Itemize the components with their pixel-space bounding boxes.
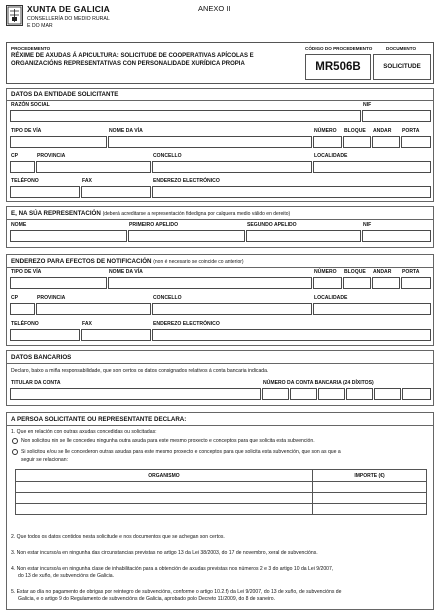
bloque-field[interactable] — [343, 136, 371, 148]
annex-label: ANEXO II — [198, 4, 231, 13]
rep-nome-label: NOME — [11, 222, 27, 228]
importe-cell[interactable] — [313, 482, 427, 493]
not-concello-label: CONCELLO — [153, 295, 182, 301]
declaration-item-4b: do 13 de xuño, de subvencións de Galicia. — [18, 573, 114, 579]
andar-label: ANDAR — [373, 128, 392, 134]
organismo-cell[interactable] — [16, 482, 313, 493]
cp-field[interactable] — [10, 161, 35, 173]
option-other-aid-text-1: Si solicitou e/ou se lle concederon outras axudas para este mesmo proxecto e conceptos para que solicita esta subvención, que son as que a — [21, 449, 341, 455]
importe-header: IMPORTE (€) — [313, 470, 427, 482]
rep-apelido2-label: SEGUNDO APELIDO — [247, 222, 297, 228]
table-row — [16, 504, 427, 515]
andar-field[interactable] — [372, 136, 400, 148]
declaration-item-2: 2. Que todos os datos contidos nesta solicitude e nos documentos que se achegan son certos. — [11, 534, 225, 540]
org-department-2: E DO MAR — [27, 23, 53, 29]
not-concello-field[interactable] — [152, 303, 312, 315]
provincia-label: PROVINCIA — [37, 153, 66, 159]
table-row — [16, 482, 427, 493]
option-no-aid-radio[interactable] — [12, 438, 18, 444]
cp-label: CP — [11, 153, 19, 159]
declarations-section — [6, 412, 434, 610]
not-localidade-label: LOCALIDADE — [314, 295, 348, 301]
document-type: SOLICITUDE — [373, 54, 431, 80]
fax-label: FAX — [82, 178, 92, 184]
declaration-item-1: 1. Que en relación con outras axudas concedidas ou solicitadas: — [11, 429, 157, 435]
not-nome-via-field[interactable] — [108, 277, 312, 289]
rep-nome-field[interactable] — [10, 230, 127, 242]
not-fax-label: FAX — [82, 321, 92, 327]
document-label: DOCUMENTO — [386, 46, 417, 51]
nif-label: NIF — [363, 102, 372, 108]
not-email-field[interactable] — [152, 329, 431, 341]
procedure-label: PROCEDEMENTO — [11, 46, 51, 51]
account-holder-field[interactable] — [10, 388, 261, 400]
not-numero-label: NÚMERO — [314, 269, 337, 275]
rep-apelido2-field[interactable] — [246, 230, 361, 242]
not-provincia-field[interactable] — [36, 303, 151, 315]
nome-via-label: NOME DA VÍA — [109, 128, 143, 134]
code-label: CÓDIGO DO PROCEDEMENTO — [305, 46, 373, 51]
not-localidade-field[interactable] — [313, 303, 431, 315]
bank-section — [6, 350, 434, 406]
not-bloque-label: BLOQUE — [344, 269, 366, 275]
localidade-label: LOCALIDADE — [314, 153, 348, 159]
numero-label: NÚMERO — [314, 128, 337, 134]
rep-apelido1-label: PRIMEIRO APELIDO — [129, 222, 179, 228]
not-email-label: ENDEREZO ELECTRÓNICO — [153, 321, 220, 327]
account-holder-label: TITULAR DA CONTA — [11, 380, 61, 386]
rep-nif-label: NIF — [363, 222, 372, 228]
organismo-header: ORGANISMO — [16, 470, 313, 482]
tipo-via-label: TIPO DE VÍA — [11, 128, 42, 134]
telefono-field[interactable] — [10, 186, 80, 198]
declarations-title: A PERSOA SOLICITANTE OU REPRESENTANTE DECLARA: — [11, 416, 187, 423]
organismo-cell[interactable] — [16, 493, 313, 504]
importe-cell[interactable] — [313, 493, 427, 504]
email-label: ENDEREZO ELECTRÓNICO — [153, 178, 220, 184]
not-tipo-via-field[interactable] — [10, 277, 107, 289]
declaration-item-4a: 4. Non estar incurso/a en ningunha clase de inhabilitación para a obtención de axudas previstas nos números 2 e 3 do artigo 10 da Lei 9/2007, — [11, 566, 334, 572]
org-department: CONSELLERÍA DO MEDIO RURAL — [27, 16, 110, 22]
razon-social-label: RAZÓN SOCIAL — [11, 102, 50, 108]
account-digits-2[interactable] — [290, 388, 317, 400]
not-cp-label: CP — [11, 295, 19, 301]
representative-section — [6, 206, 434, 248]
account-digits-1[interactable] — [262, 388, 289, 400]
not-tipo-via-label: TIPO DE VÍA — [11, 269, 42, 275]
not-andar-label: ANDAR — [373, 269, 392, 275]
applicant-title: DATOS DA ENTIDADE SOLICITANTE — [11, 91, 119, 98]
not-cp-field[interactable] — [10, 303, 35, 315]
account-number-label: NÚMERO DA CONTA BANCARIA (24 DÍXITOS) — [263, 380, 374, 386]
notification-title: ENDEREZO PARA EFECTOS DE NOTIFICACIÓN (non é necesario se coincide co anterior) — [11, 258, 244, 265]
not-numero-field[interactable] — [313, 277, 342, 289]
localidade-field[interactable] — [313, 161, 431, 173]
not-fax-field[interactable] — [81, 329, 151, 341]
account-digits-6[interactable] — [402, 388, 431, 400]
procedure-code: MR506B — [305, 54, 371, 80]
declaration-item-3: 3. Non estar incurso/a en ningunha das circunstancias previstas no artigo 13 da Lei 38/2003, do 17 de novembro, xeral de subvencións. — [11, 550, 318, 556]
option-other-aid-radio[interactable] — [12, 449, 18, 455]
email-field[interactable] — [152, 186, 431, 198]
org-name: XUNTA DE GALICIA — [27, 4, 111, 14]
telefono-label: TELÉFONO — [11, 178, 39, 184]
provincia-field[interactable] — [36, 161, 151, 173]
porta-field[interactable] — [401, 136, 431, 148]
not-telefono-label: TELÉFONO — [11, 321, 39, 327]
razon-social-field[interactable] — [10, 110, 361, 122]
porta-label: PORTA — [402, 128, 420, 134]
account-digits-5[interactable] — [374, 388, 401, 400]
rep-nif-field[interactable] — [362, 230, 431, 242]
not-andar-field[interactable] — [372, 277, 400, 289]
concello-field[interactable] — [152, 161, 312, 173]
bloque-label: BLOQUE — [344, 128, 366, 134]
organismo-cell[interactable] — [16, 504, 313, 515]
not-bloque-field[interactable] — [343, 277, 371, 289]
xunta-logo-icon — [6, 5, 23, 26]
not-telefono-field[interactable] — [10, 329, 80, 341]
bank-declaration: Declaro, baixo a miña responsabilidade, que son certos os datos consignados relativos á conta bancaria indicada. — [11, 368, 269, 374]
applicant-section — [6, 88, 434, 202]
nome-via-field[interactable] — [108, 136, 312, 148]
declaration-item-5a: 5. Estar ao día no pagamento de obrigas por reintegro de subvencións, conforme o artigo 10.2.f) da Lei 9/2007, do 13 de xuño, de subvencións de — [11, 589, 342, 595]
importe-cell[interactable] — [313, 504, 427, 515]
not-porta-label: PORTA — [402, 269, 420, 275]
not-nome-via-label: NOME DA VÍA — [109, 269, 143, 275]
representative-title: E, NA SÚA REPRESENTACIÓN (deberá acreditarse a representación fidedigna por calquera medio válido en dereito) — [11, 210, 291, 217]
aid-table — [15, 469, 427, 515]
procedure-header — [6, 42, 434, 84]
rep-apelido1-field[interactable] — [128, 230, 245, 242]
numero-field[interactable] — [313, 136, 342, 148]
table-row — [16, 493, 427, 504]
not-provincia-label: PROVINCIA — [37, 295, 66, 301]
procedure-title: RÉXIME DE AXUDAS Á APICULTURA: SOLICITUDE DE COOPERATIVAS APÍCOLAS E ORGANIZACIÓNS REPRESENTATIVAS CON PERSONALIDADE XURÍDICA PROPIA — [11, 53, 254, 67]
nif-field[interactable] — [362, 110, 431, 122]
option-other-aid-text-2: seguir se relacionan: — [21, 457, 69, 463]
account-digits-4[interactable] — [346, 388, 373, 400]
option-no-aid-text: Non solicitou nin se lle concedeu ningunha outra axuda para este mesmo proxecto e conceptos para que solicita esta subvención. — [21, 438, 315, 444]
declaration-item-5b: Galicia, e o artigo 9 do Regulamento de subvencións de Galicia, aprobado polo Decreto 11/2009, do 8 de xaneiro. — [18, 596, 276, 602]
notification-section — [6, 254, 434, 346]
tipo-via-field[interactable] — [10, 136, 107, 148]
concello-label: CONCELLO — [153, 153, 182, 159]
not-porta-field[interactable] — [401, 277, 431, 289]
account-digits-3[interactable] — [318, 388, 345, 400]
fax-field[interactable] — [81, 186, 151, 198]
bank-title: DATOS BANCARIOS — [11, 354, 72, 361]
